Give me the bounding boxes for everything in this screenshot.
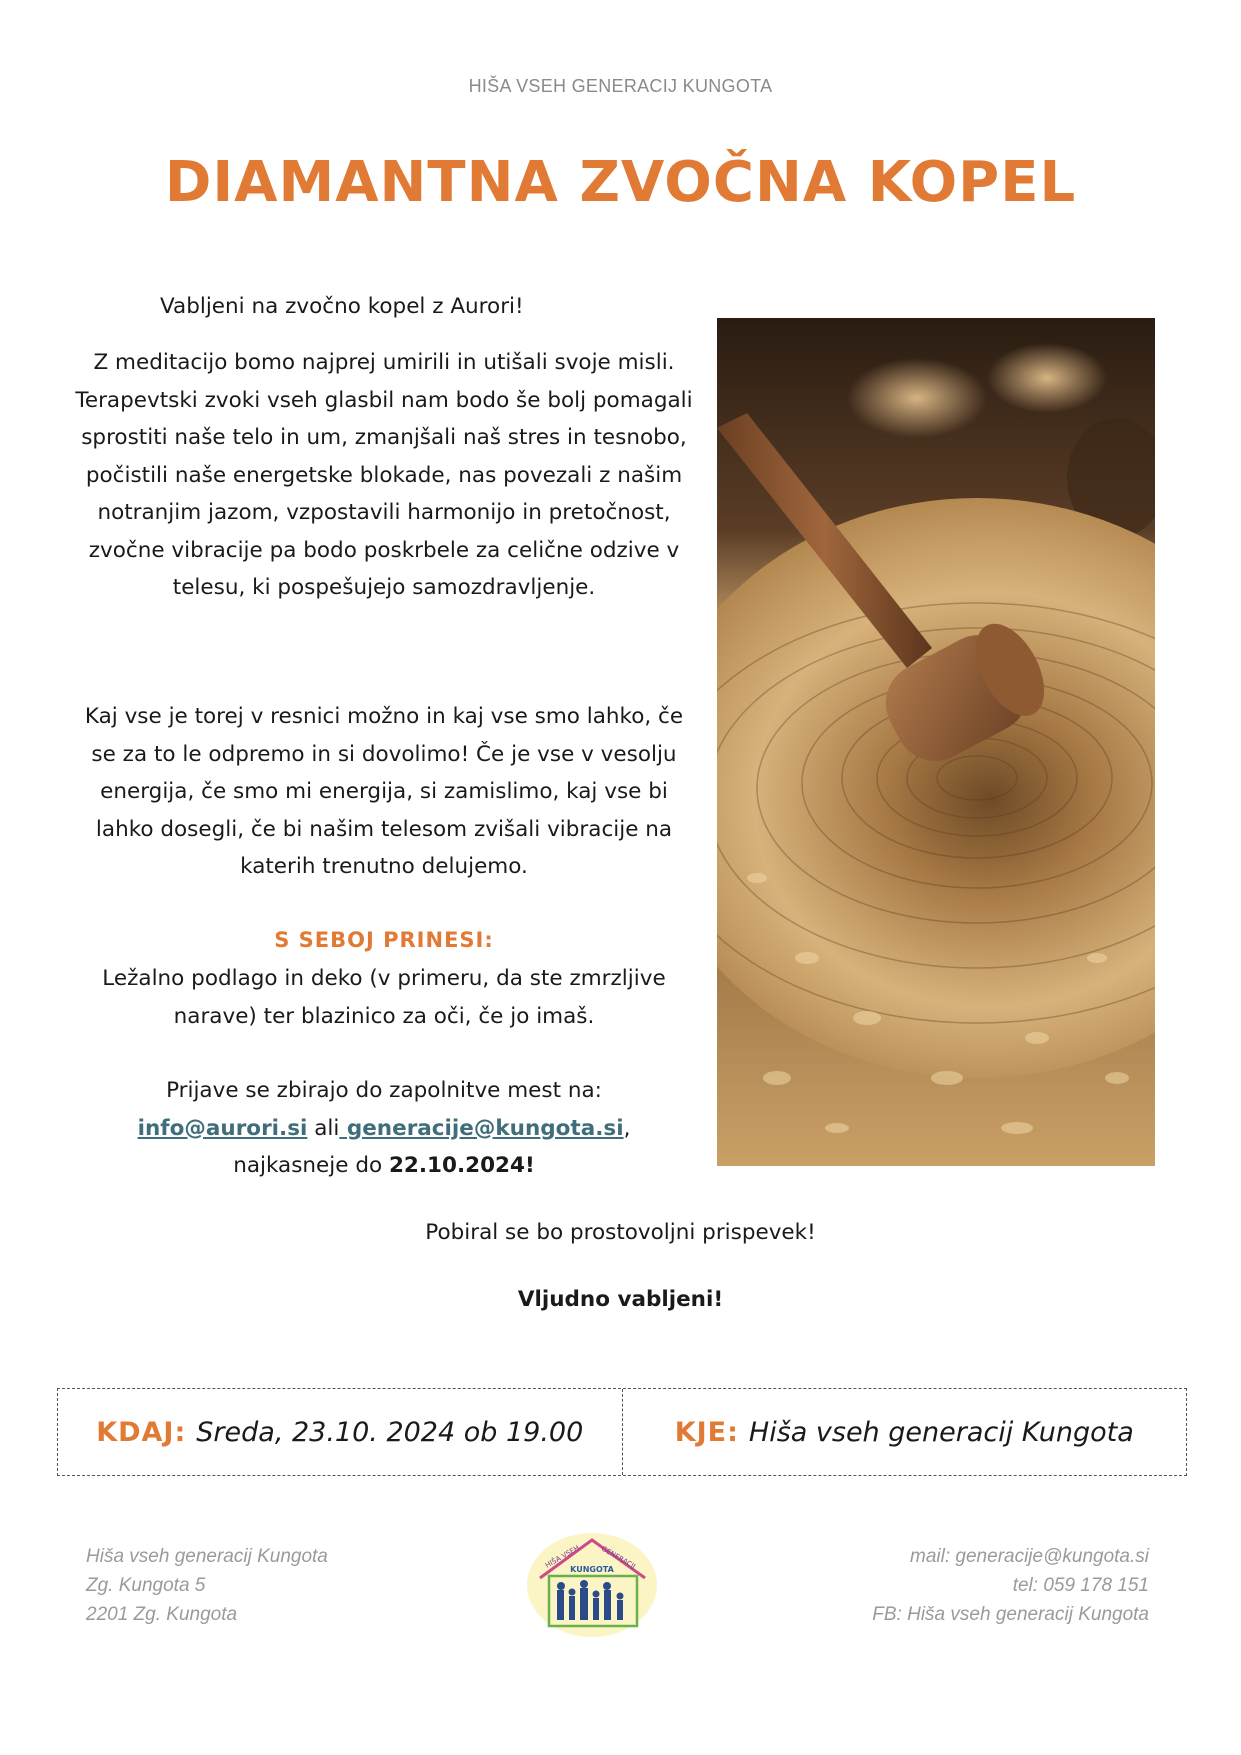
event-where [622,1389,1187,1475]
when-value: Sreda, 23.10. 2024 ob 19.00 [196,1416,584,1448]
footer-address [86,1542,328,1629]
event-when [58,1389,622,1475]
logo-text-main: KUNGOTA [570,1565,614,1574]
description-paragraph-1: Z meditacijo bomo najprej umirili in utišali svoje misli. Terapevtski zvoki vseh glasbil nam bodo še bolj pomagali sprostiti naše telo in um, zmanjšali naš stres in tesnobo, počistili naše energetske blokade, nas povezali z našim notranjim jazom, vzpostavili harmonijo in pretočnost, zvočne vibracije pa bodo poskrbele za celične odzive v telesu, ki pospešujejo samozdravljenje. [75,350,693,600]
gong-photo [717,318,1155,1166]
bring-heading: S SEBOJ PRINESI: [274,928,494,952]
registration-emails [70,1110,698,1148]
footer-mail: mail: generacije@kungota.si [910,1546,1149,1567]
kungota-logo [525,1530,660,1638]
where-label: KJE: [674,1416,739,1448]
description-paragraph-2: Kaj vse je torej v resnici možno in kaj vse smo lahko, če se za to le odpremo in si dovolimo! Če je vse v vesolju energija, če smo mi energija, si zamislimo, kaj vse bi lahko dosegli, če bi našim telesom zvišali vibracije na katerih trenutno delujemo. [84,704,684,879]
logo-text-left: HIŠA VSEH [544,1543,581,1570]
registration-deadline [70,1147,698,1185]
footer-org-name: Hiša vseh generacij Kungota [86,1546,328,1567]
email-link-aurori[interactable]: info@aurori.si [137,1115,308,1141]
footer-city: 2201 Zg. Kungota [86,1604,238,1625]
header-organization: HIŠA VSEH GENERACIJ KUNGOTA [468,76,773,96]
logo-text-right: GENERACIJ [600,1544,637,1571]
bring-text: Ležalno podlago in deko (v primeru, da ste zmrzljive narave) ter blazinico za oči, če jo imaš. [102,966,666,1029]
registration-connector: ali [307,1115,340,1141]
contribution-note: Pobiral se bo prostovoljni prispevek! [425,1220,816,1245]
deadline-prefix: najkasneje do [233,1153,389,1178]
intro-text: Vabljeni na zvočno kopel z Aurori! [160,294,524,319]
gong-mallet-image [717,318,1155,1166]
event-info-box [57,1388,1187,1476]
footer-phone: tel: 059 178 151 [1012,1575,1149,1596]
registration-line: Prijave se zbirajo do zapolnitve mest na: [166,1078,602,1103]
footer-contact [872,1542,1149,1629]
welcome-text: Vljudno vabljeni! [517,1287,724,1312]
page-title: DIAMANTNA ZVOČNA KOPEL [164,150,1077,215]
registration-comma: , [623,1115,631,1141]
registration-block [70,1072,698,1185]
where-value: Hiša vseh generacij Kungota [748,1416,1134,1448]
email-link-kungota[interactable]: generacije@kungota.si [339,1115,624,1141]
footer-street: Zg. Kungota 5 [86,1575,206,1596]
deadline-date: 22.10.2024! [388,1153,535,1178]
footer-facebook: FB: Hiša vseh generacij Kungota [872,1604,1149,1625]
when-label: KDAJ: [96,1416,187,1448]
